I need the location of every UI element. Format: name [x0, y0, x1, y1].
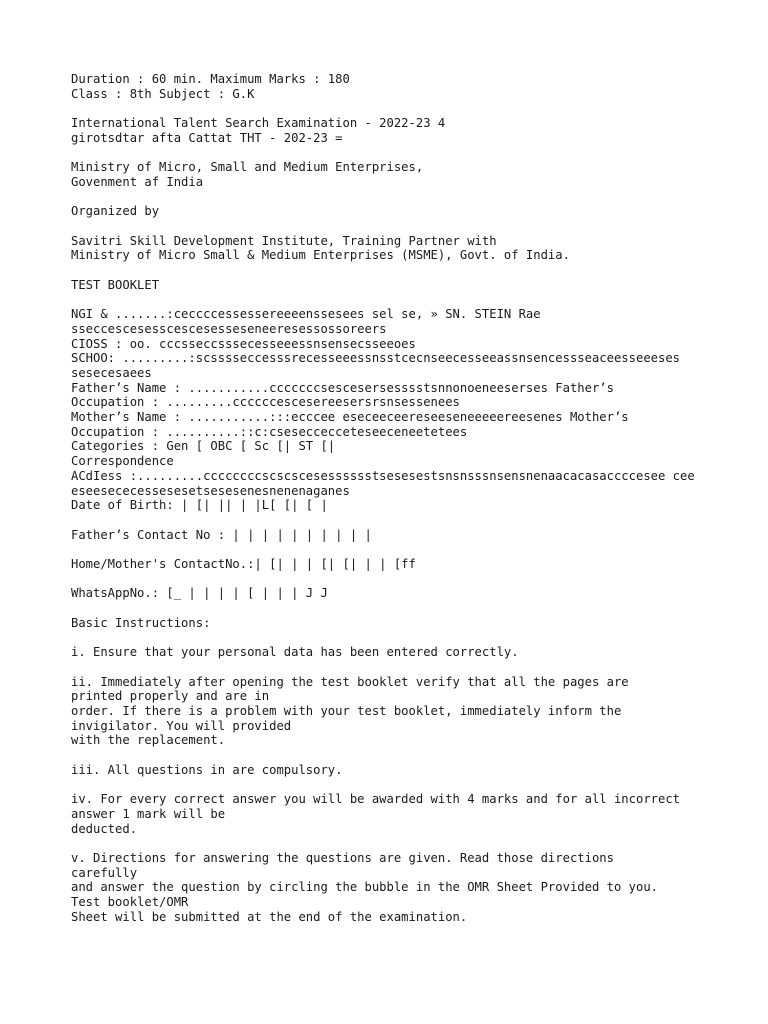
instruction-item [71, 792, 728, 836]
instruction-line: and answer the question by circling the bubble in the OMR Sheet Provided to you. [71, 880, 658, 895]
instruction-line: with the replacement. [71, 733, 226, 748]
whatsapp-line: WhatsAppNo.: [_ | | | | [ | | | J J [71, 586, 328, 601]
form-line: Correspondence [71, 454, 174, 469]
exam-meta [71, 72, 728, 101]
exam-subtitle: girotsdtar afta Cattat THT - 202-23 = [71, 130, 343, 145]
institute-line-1: Savitri Skill Development Institute, Training Partner with [71, 233, 497, 248]
instruction-line: deducted. [71, 821, 138, 836]
test-booklet-heading [71, 278, 728, 293]
ministry-line-2: Govenment af India [71, 174, 204, 189]
instructions-heading-block [71, 616, 728, 631]
instruction-item [71, 851, 728, 925]
exam-title: International Talent Search Examination - 2022-23 4 [71, 116, 446, 131]
organized-by-label: Organized by [71, 204, 160, 219]
form-line: Mother’s Name : ...........:::ecccee eseceeceereseeseneeeeereesenes Mother’s [71, 410, 629, 425]
instruction-line: invigilator. You will provided [71, 718, 292, 733]
instruction-line: v. Directions for answering the questions are given. Read those directions [71, 851, 614, 866]
instruction-line: answer 1 mark will be [71, 806, 226, 821]
instructions-heading: Basic Instructions: [71, 615, 211, 630]
form-line: NGI & .......:ceccccessessereeeenssesees sel se, » SN. STEIN Rae [71, 307, 541, 322]
instruction-line: Test booklet/OMR [71, 895, 189, 910]
father-contact [71, 528, 728, 543]
instruction-line: ii. Immediately after opening the test booklet verify that all the pages are [71, 674, 629, 689]
form-line: sesecesaees [71, 365, 152, 380]
form-line: eseesececessesesetsesesenesnenenaganes [71, 483, 350, 498]
instruction-line: carefully [71, 865, 138, 880]
instruction-item [71, 763, 728, 778]
duration-marks-line: Duration : 60 min. Maximum Marks : 180 [71, 72, 350, 86]
exam-title-block [71, 116, 728, 145]
class-subject-line: Class : 8th Subject : G.K [71, 86, 255, 101]
ministry-line-1: Ministry of Micro, Small and Medium Enterprises, [71, 160, 424, 175]
form-line: Occupation : .........ccccccescesereesersrsnsessenees [71, 395, 460, 410]
instruction-item [71, 645, 728, 660]
form-line: SCHOO: .........:scsssseccesssrecesseeessnsstcecnseecesseeassnsencessseaceesseeeses [71, 351, 681, 366]
form-line: Father’s Name : ...........cccccccsescesersesssstsnnonoeneeserses Father’s [71, 380, 614, 395]
form-line: sseccescesesscescesesseseneeresessossoreers [71, 321, 387, 336]
student-details-form [71, 307, 728, 513]
whatsapp-contact [71, 586, 728, 601]
organized-by [71, 204, 728, 219]
instruction-line: printed properly and are in [71, 689, 270, 704]
mother-contact-line: Home/Mother's ContactNo.:| [| | | [| [| | | [ff [71, 557, 416, 572]
ministry-block [71, 160, 728, 189]
instruction-item [71, 675, 728, 749]
father-contact-line: Father’s Contact No : | | | | | | | | | | [71, 527, 372, 542]
instruction-line: Sheet will be submitted at the end of the examination. [71, 909, 468, 924]
instruction-line: i. Ensure that your personal data has been entered correctly. [71, 645, 519, 660]
institute-block [71, 234, 728, 263]
form-line: Date of Birth: | [| || | |L[ [| [ | [71, 498, 328, 513]
instruction-line: iii. All questions in are compulsory. [71, 762, 343, 777]
instruction-line: iv. For every correct answer you will be awarded with 4 marks and for all incorrect [71, 792, 681, 807]
mother-contact [71, 557, 728, 572]
institute-line-2: Ministry of Micro Small & Medium Enterprises (MSME), Govt. of India. [71, 248, 570, 263]
form-line: ACdIess :.........ccccccccscscscesesssssstsesesestsnsnsssnsensnenaacacasaccccesee cee [71, 468, 695, 483]
form-line: CIOSS : oo. cccsseccsssecesseeessnsensecsseeoes [71, 336, 416, 351]
form-line: Categories : Gen [ OBC [ Sc [| ST [| [71, 439, 336, 454]
form-line: Occupation : ..........::c:cseseccecceteseeceneetetees [71, 424, 468, 439]
instruction-line: order. If there is a problem with your test booklet, immediately inform the [71, 704, 622, 719]
test-booklet-title: TEST BOOKLET [71, 277, 160, 292]
